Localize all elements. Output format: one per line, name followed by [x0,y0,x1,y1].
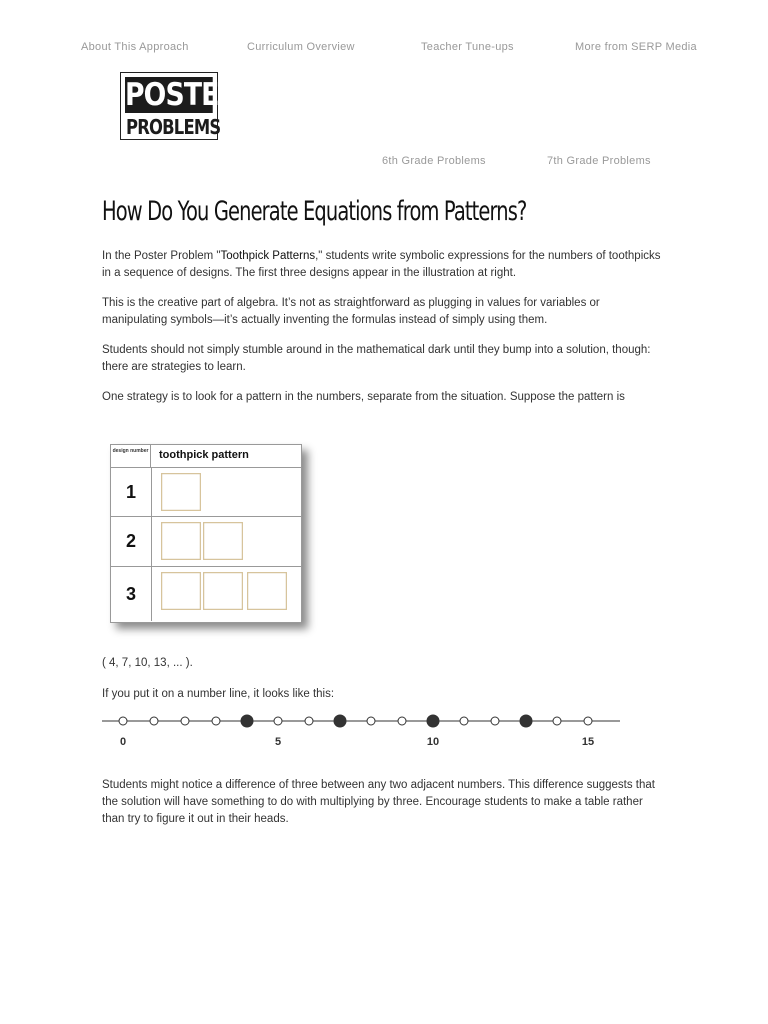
number-line-open-point [119,717,127,725]
toothpick-pattern-figure [110,444,302,623]
paragraph-number-line: If you put it on a number line, it looks like this: [102,688,335,700]
figure-header [111,445,301,468]
number-line-tick-label: 5 [274,736,282,748]
nav-6th-grade[interactable]: 6th Grade Problems [382,155,486,167]
design-number-header: design number [111,445,151,467]
toothpick-square [161,572,201,610]
number-line-open-point [181,717,189,725]
design-number: 3 [111,567,152,621]
number-line-open-point [274,717,282,725]
number-line-open-point [212,717,220,725]
number-line-tick-label: 10 [426,736,440,748]
figure-row [111,567,301,621]
toothpick-square [203,572,243,610]
toothpick-square [161,473,201,511]
number-line-open-point [460,717,468,725]
number-line-open-point [150,717,158,725]
number-line-filled-point [334,715,346,727]
top-navigation [0,41,768,57]
intro-text-end: ," students write symbolic expressions for the numbers of toothpicks in a sequence of designs. The first three designs appear in the illustration at right. [102,250,661,279]
number-line-open-point [305,717,313,725]
number-line-open-point [491,717,499,725]
paragraph-strategies: Students should not simply stumble around in the mathematical dark until they bump into a solution, though: there are strategies to learn. [102,344,651,373]
number-line-filled-point [427,715,439,727]
toothpick-square [247,572,287,610]
number-line [100,708,630,752]
toothpick-square [161,522,201,560]
toothpick-square [203,522,243,560]
nav-7th-grade[interactable]: 7th Grade Problems [547,155,651,167]
figure-row [111,517,301,567]
number-line-labels [120,736,594,748]
nav-curriculum-overview[interactable]: Curriculum Overview [247,41,355,53]
paragraph-intro [102,248,664,282]
number-line-filled-point [241,715,253,727]
toothpick-patterns-link[interactable]: Toothpick Patterns [220,250,316,262]
number-line-open-point [367,717,375,725]
page-title: How Do You Generate Equations from Patterns? [102,196,527,227]
number-line-tick-label: 15 [581,736,595,748]
nav-more-serp-media[interactable]: More from SERP Media [575,41,697,53]
number-line-open-point [553,717,561,725]
logo-line-2: PROBLEMS [126,115,221,139]
sequence-text: ( 4, 7, 10, 13, ... ). [102,657,193,669]
number-line-open-point [398,717,406,725]
paragraph-difference: Students might notice a difference of three between any two adjacent numbers. This difference suggests that the solution will have something to do with multiplying by three. Encourage students to make a table rather than try to figure it out in their heads. [102,779,655,825]
figure-row [111,468,301,517]
design-number: 2 [111,517,152,566]
paragraph-strategy-one: One strategy is to look for a pattern in the numbers, separate from the situation. Suppose the pattern is [102,391,625,403]
number-line-tick-label: 0 [119,736,127,748]
paragraph-creative: This is the creative part of algebra. It’s not as straightforward as plugging in values for variables or manipulating symbols—it’s actually inventing the formulas instead of simply using them. [102,297,600,326]
toothpick-pattern-header: toothpick pattern [159,449,249,461]
nav-teacher-tuneups[interactable]: Teacher Tune-ups [421,41,514,53]
number-line-filled-point [520,715,532,727]
intro-text-start: In the Poster Problem " [102,250,221,262]
design-number: 1 [111,468,152,516]
number-line-open-point [584,717,592,725]
poster-problems-logo[interactable] [120,72,239,140]
logo-line-1: POSTER [125,77,239,113]
nav-about-approach[interactable]: About This Approach [81,41,189,53]
